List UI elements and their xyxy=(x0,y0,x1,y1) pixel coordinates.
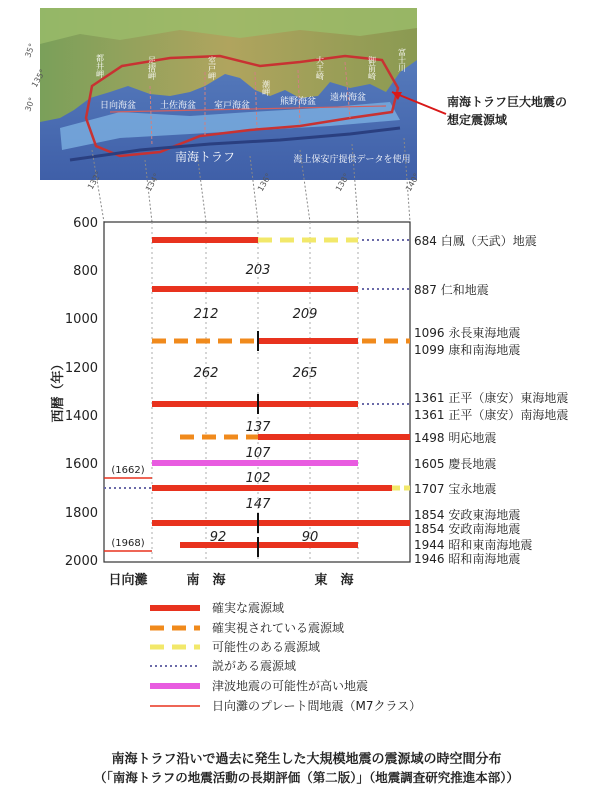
y-tick-1200: 1200 xyxy=(64,361,98,376)
lon-label-135: 135° xyxy=(29,67,48,89)
timeline-diagram xyxy=(50,216,568,588)
caption-line-2: （「南海トラフの地震活動の長期評価（第二版）」（地震調査研究推進本部）） xyxy=(93,770,519,785)
basin-label-kumano: 熊野海盆 xyxy=(279,97,317,107)
map xyxy=(23,8,567,193)
legend xyxy=(150,600,421,713)
legend-label-certain: 確実な震源域 xyxy=(212,601,285,615)
basin-label-muroto: 室戸海盆 xyxy=(213,101,251,111)
lon-label-138: 138° xyxy=(333,171,352,193)
legend-label-theory: 説がある震源域 xyxy=(212,659,297,673)
interval-102: 102 xyxy=(245,471,271,486)
event-1944: 1944 昭和東南海地震 xyxy=(414,538,533,552)
event-1946: 1946 昭和南海地震 xyxy=(414,552,521,566)
hyuganada-year-1662: (1662) xyxy=(111,465,145,476)
caption-line-1: 南海トラフ沿いで過去に発生した大規模地震の震源域の時空間分布 xyxy=(111,752,502,767)
lon-label-136: 136° xyxy=(255,171,274,193)
callout-line-1: 南海トラフ巨大地震の xyxy=(447,95,568,109)
hyuganada-year-1968: (1968) xyxy=(111,538,145,549)
y-tick-1400: 1400 xyxy=(64,409,98,424)
cape-label-daiozaki: 大王崎 xyxy=(315,56,325,80)
interval-90: 90 xyxy=(301,530,319,545)
lat-label-30: 30° xyxy=(23,96,37,113)
cape-label-toi: 都井岬 xyxy=(95,54,105,78)
event-1605: 1605 慶長地震 xyxy=(414,457,497,471)
y-tick-1800: 1800 xyxy=(64,506,98,521)
interval-209: 209 xyxy=(292,307,318,322)
map-credit: 海上保安庁提供データを使用 xyxy=(293,155,411,165)
y-tick-1600: 1600 xyxy=(64,457,98,472)
event-887: 887 仁和地震 xyxy=(414,283,489,297)
interval-147: 147 xyxy=(245,497,271,512)
interval-203: 203 xyxy=(245,263,271,278)
basin-label-hyuga: 日向海盆 xyxy=(99,101,137,111)
lon-label-140: 140° xyxy=(403,171,422,193)
y-axis-title: 西暦（年） xyxy=(51,357,66,423)
region-tokai: 東 海 xyxy=(314,573,354,588)
region-nankai: 南 海 xyxy=(186,573,226,588)
y-tick-600: 600 xyxy=(73,216,98,231)
legend-label-possible: 可能性のある震源域 xyxy=(212,640,321,654)
lat-label-35: 35° xyxy=(23,42,37,59)
region-labels xyxy=(108,572,354,588)
event-1854-tokai: 1854 安政東海地震 xyxy=(414,508,521,522)
legend-label-hyuganada: 日向灘のプレート間地震（M7クラス） xyxy=(212,699,422,713)
interval-265: 265 xyxy=(292,366,318,381)
lon-label-134: 134° xyxy=(143,171,162,193)
cape-label-ashizuri: 足摺岬 xyxy=(147,56,157,80)
interval-92: 92 xyxy=(209,530,227,545)
cape-label-muroto: 室戸岬 xyxy=(207,56,217,80)
y-tick-800: 800 xyxy=(73,264,98,279)
event-labels xyxy=(414,233,568,566)
event-1361-nankai: 1361 正平（康安）南海地震 xyxy=(414,408,569,422)
event-1707: 1707 宝永地震 xyxy=(414,482,497,496)
basin-label-enshu: 遠州海盆 xyxy=(329,93,367,103)
trough-label: 南海トラフ xyxy=(174,150,236,164)
event-1498: 1498 明応地震 xyxy=(414,431,497,445)
river-label-fujikawa: 富士川 xyxy=(397,48,407,72)
callout-line-2: 想定震源域 xyxy=(447,113,508,127)
event-684: 684 白鳳（天武）地震 xyxy=(414,234,537,248)
event-1854-nankai: 1854 安政南海地震 xyxy=(414,522,521,536)
legend-label-tsunami: 津波地震の可能性が高い地震 xyxy=(212,679,369,693)
interval-212: 212 xyxy=(193,307,219,322)
event-1099: 1099 康和南海地震 xyxy=(414,343,521,357)
interval-107: 107 xyxy=(245,446,271,461)
region-hyuganada: 日向灘 xyxy=(108,573,148,588)
event-1361-tokai: 1361 正平（康安）東海地震 xyxy=(414,391,569,405)
lon-label-132: 132° xyxy=(85,169,104,191)
cape-label-shionomisaki: 潮岬 xyxy=(261,80,271,96)
y-ticks xyxy=(65,216,98,569)
interval-262: 262 xyxy=(193,366,219,381)
cape-label-omaezaki: 御前崎 xyxy=(367,56,377,80)
y-tick-2000: 2000 xyxy=(64,554,98,569)
interval-137: 137 xyxy=(245,420,271,435)
basin-label-tosa: 土佐海盆 xyxy=(159,101,197,111)
y-tick-1000: 1000 xyxy=(64,312,98,327)
event-1096: 1096 永長東海地震 xyxy=(414,326,521,340)
legend-label-probable: 確実視されている震源域 xyxy=(212,621,345,635)
